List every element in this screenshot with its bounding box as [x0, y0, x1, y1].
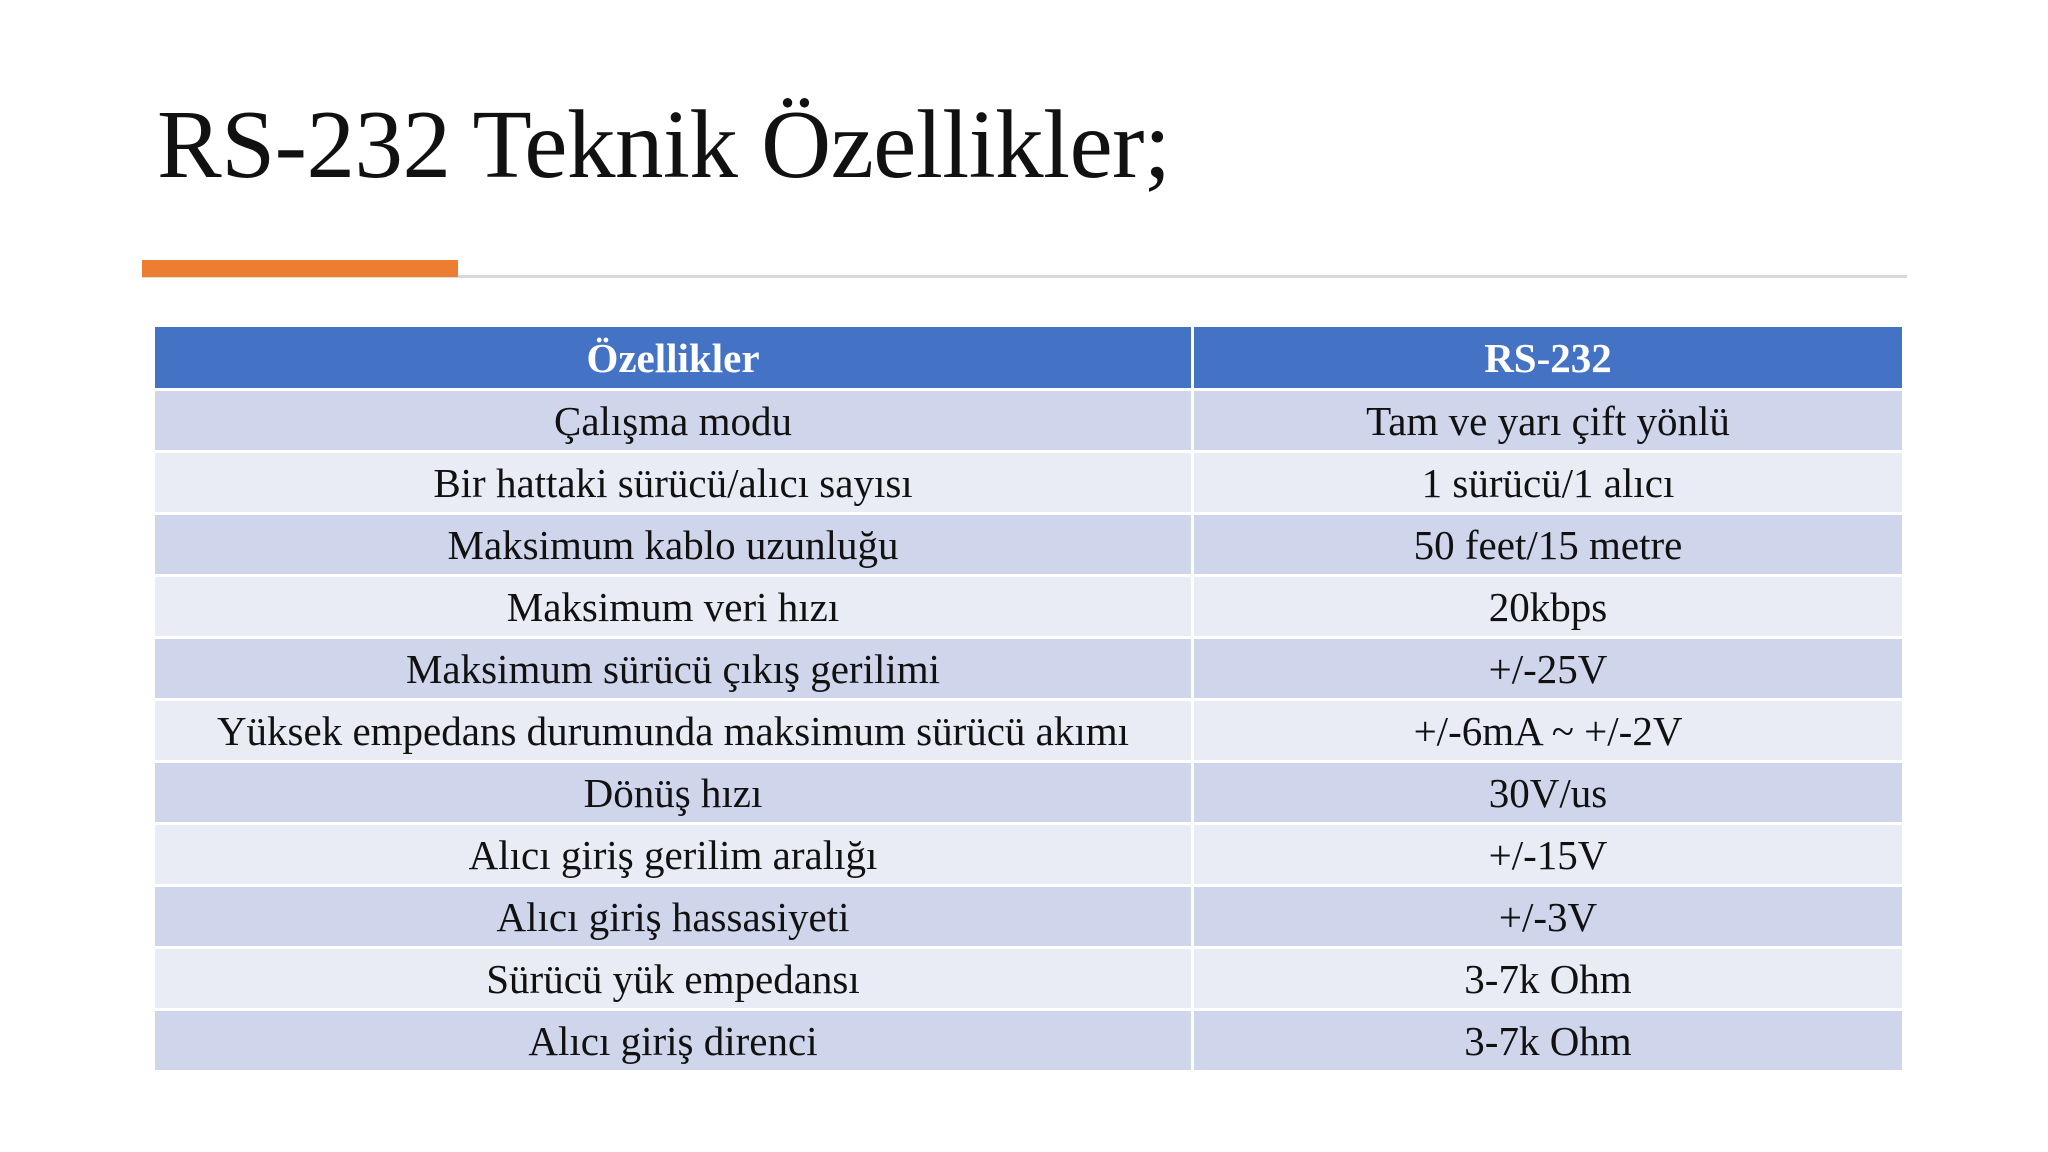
table-row	[154, 576, 1904, 638]
value-cell: Tam ve yarı çift yönlü	[1193, 390, 1904, 452]
feature-cell: Sürücü yük empedansı	[154, 948, 1193, 1010]
value-cell: +/-25V	[1193, 638, 1904, 700]
feature-cell: Alıcı giriş direnci	[154, 1010, 1193, 1072]
table-row	[154, 762, 1904, 824]
spec-table	[152, 324, 1905, 1073]
feature-cell: Çalışma modu	[154, 390, 1193, 452]
table-header-row	[154, 326, 1904, 390]
table-row	[154, 452, 1904, 514]
feature-cell: Yüksek empedans durumunda maksimum sürücü akımı	[154, 700, 1193, 762]
slide-title: RS-232 Teknik Özellikler;	[157, 91, 1171, 198]
header-cell-rs232: RS-232	[1193, 326, 1904, 390]
value-cell: 3-7k Ohm	[1193, 948, 1904, 1010]
table-row	[154, 514, 1904, 576]
table-row	[154, 948, 1904, 1010]
value-cell: +/-6mA ~ +/-2V	[1193, 700, 1904, 762]
feature-cell: Maksimum veri hızı	[154, 576, 1193, 638]
table-row	[154, 1010, 1904, 1072]
value-cell: 1 sürücü/1 alıcı	[1193, 452, 1904, 514]
value-cell: 20kbps	[1193, 576, 1904, 638]
value-cell: 3-7k Ohm	[1193, 1010, 1904, 1072]
value-cell: +/-15V	[1193, 824, 1904, 886]
feature-cell: Maksimum sürücü çıkış gerilimi	[154, 638, 1193, 700]
feature-cell: Maksimum kablo uzunluğu	[154, 514, 1193, 576]
feature-cell: Bir hattaki sürücü/alıcı sayısı	[154, 452, 1193, 514]
feature-cell: Alıcı giriş hassasiyeti	[154, 886, 1193, 948]
header-cell-feature: Özellikler	[154, 326, 1193, 390]
value-cell: 30V/us	[1193, 762, 1904, 824]
value-cell: +/-3V	[1193, 886, 1904, 948]
table-row	[154, 390, 1904, 452]
table-row	[154, 700, 1904, 762]
feature-cell: Dönüş hızı	[154, 762, 1193, 824]
feature-cell: Alıcı giriş gerilim aralığı	[154, 824, 1193, 886]
table-row	[154, 886, 1904, 948]
value-cell: 50 feet/15 metre	[1193, 514, 1904, 576]
accent-bar	[142, 260, 458, 277]
table-row	[154, 824, 1904, 886]
table-row	[154, 638, 1904, 700]
